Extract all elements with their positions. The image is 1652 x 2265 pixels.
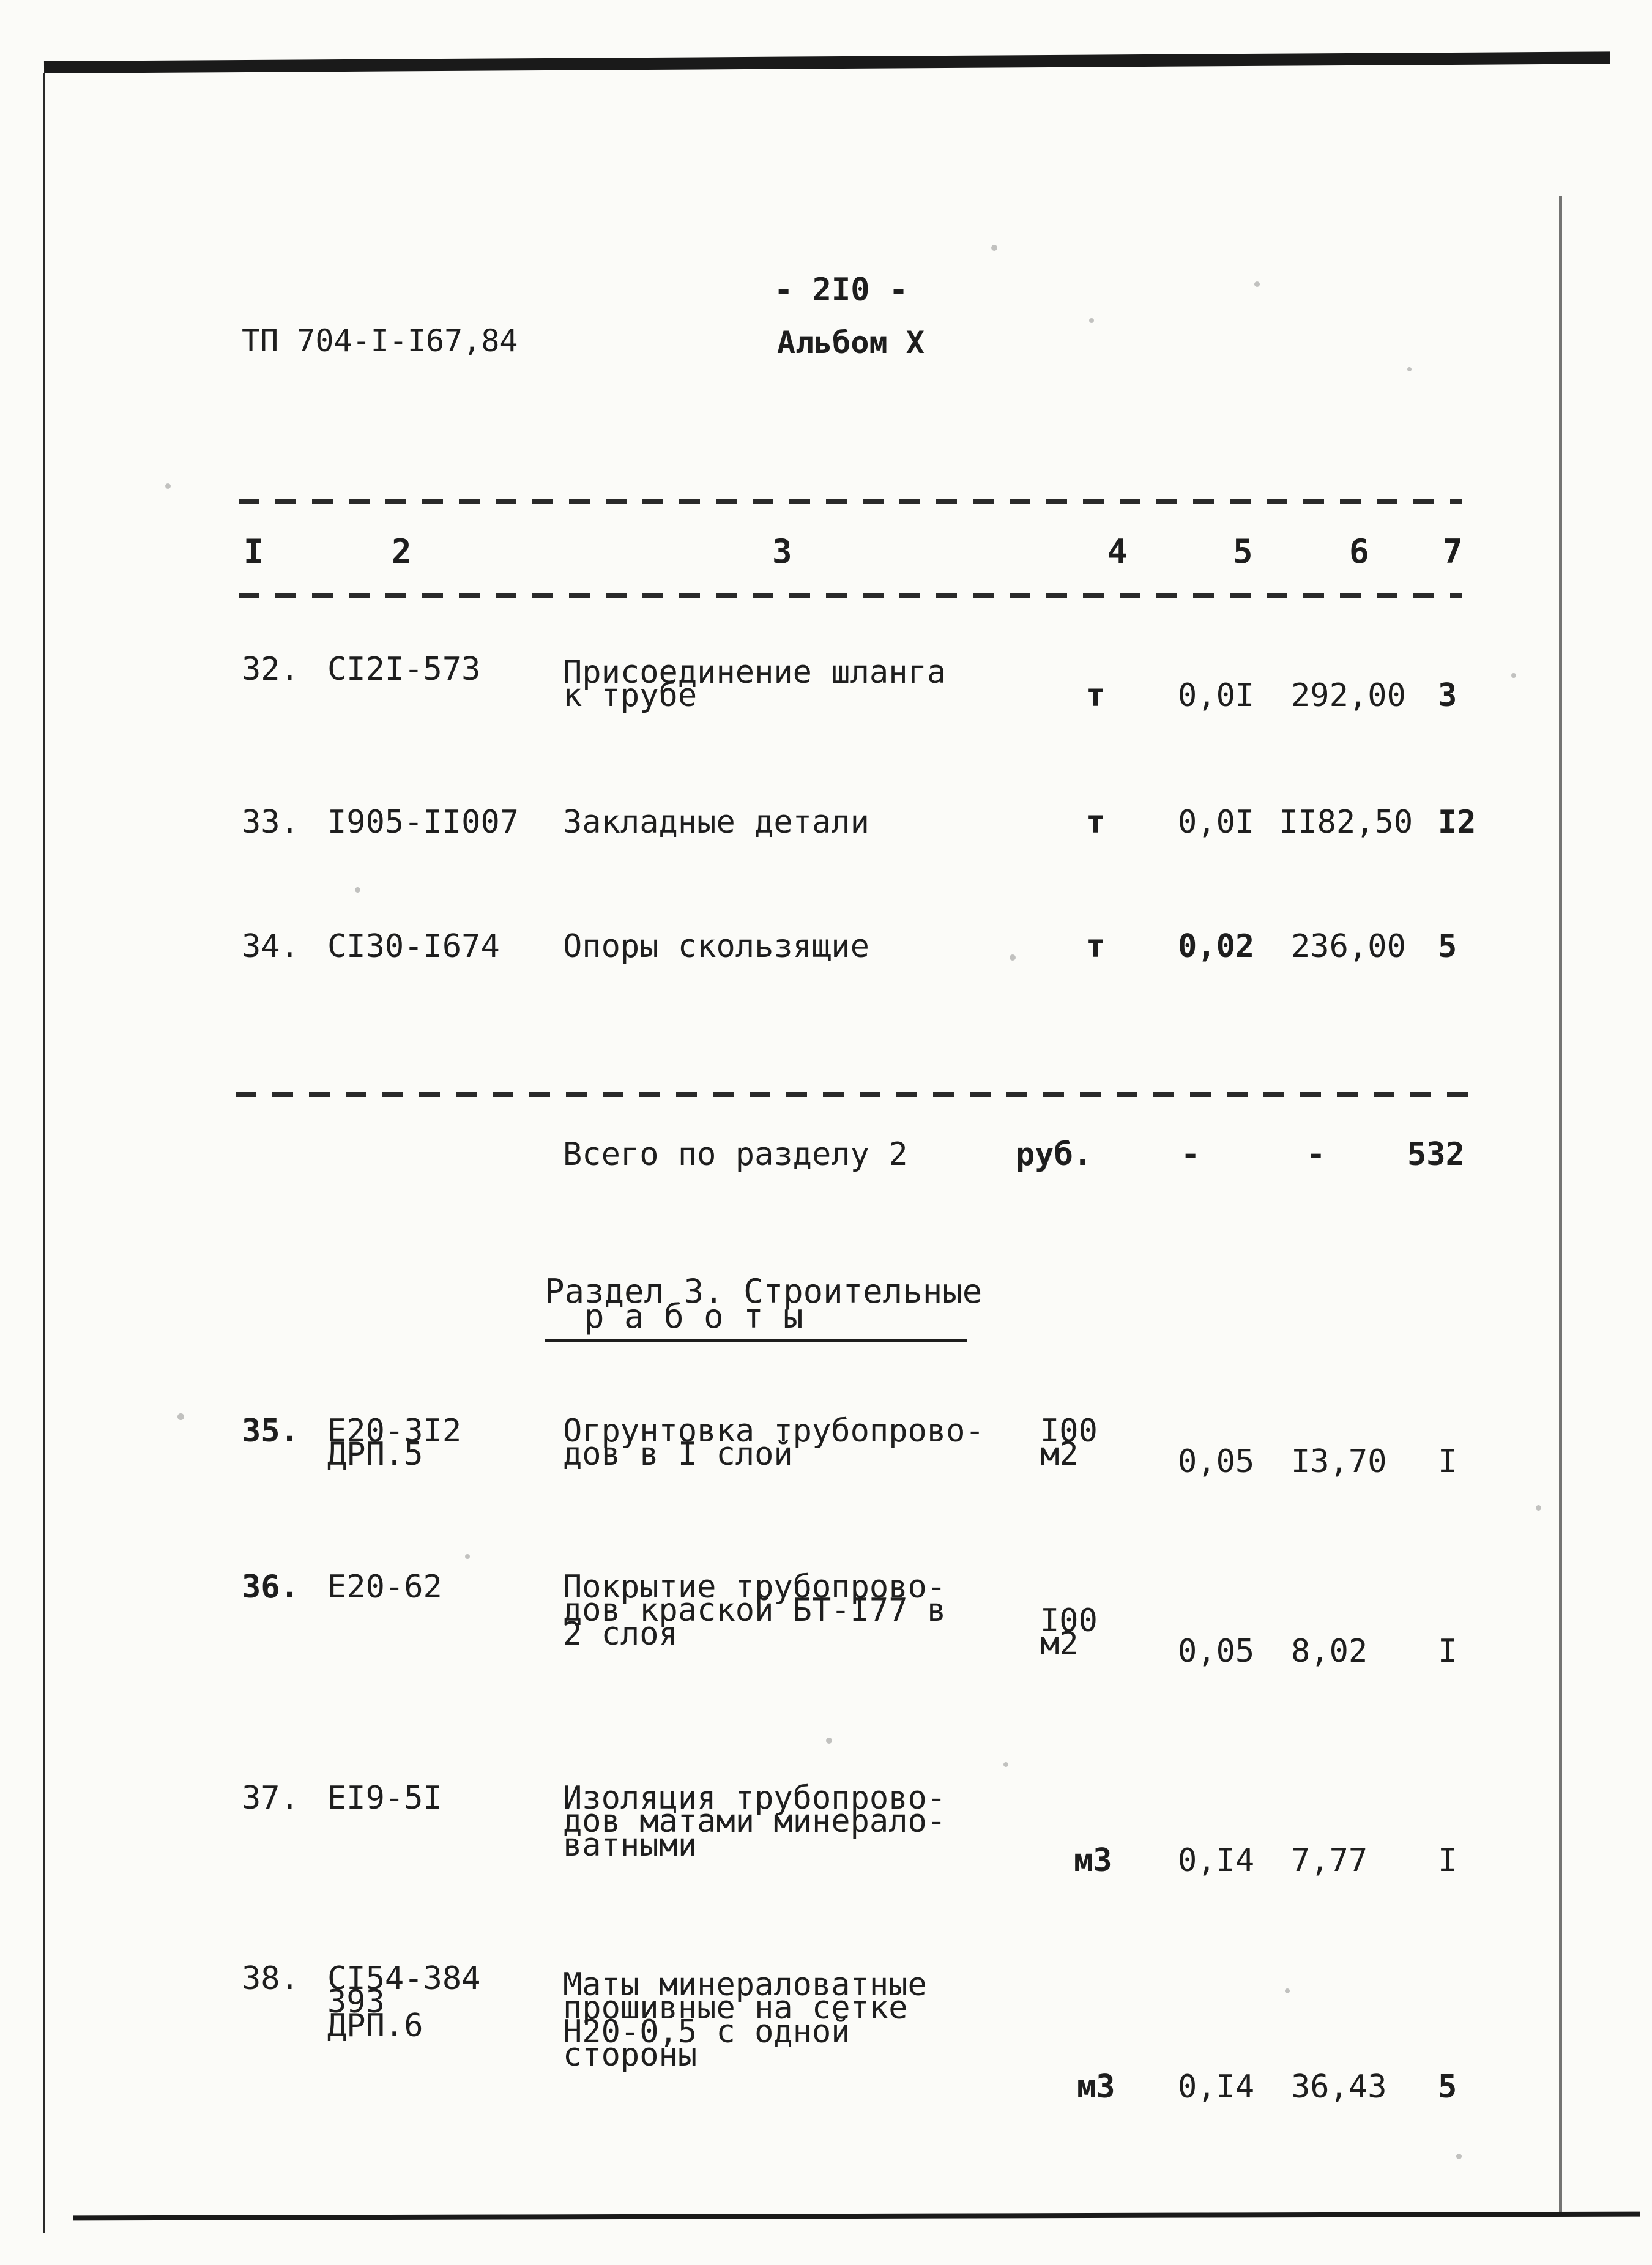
section-heading: Раздел 3. Строительные р а б о т ы	[545, 1272, 983, 1336]
column-header-3: 3	[772, 532, 792, 571]
page-right-edge	[1559, 196, 1562, 2215]
row-price: II82,50	[1279, 804, 1413, 841]
row-number: 37.	[242, 1780, 299, 1817]
page-number: - 2I0 -	[774, 272, 909, 308]
row-quantity: 0,0I	[1178, 677, 1255, 714]
row-name: Маты минераловатные прошивные на сетке Н20-0,5 с одной стороны	[563, 1966, 927, 2074]
subtotal-unit: руб.	[1016, 1136, 1093, 1173]
page-bottom-edge	[73, 2212, 1640, 2221]
row-code: EI9-5I	[327, 1780, 442, 1817]
row-quantity: 0,I4	[1178, 2069, 1255, 2105]
page-top-edge	[44, 51, 1610, 73]
row-number: 36.	[242, 1569, 299, 1605]
page-left-edge	[43, 73, 45, 2233]
row-quantity: 0,02	[1178, 928, 1255, 965]
album-label: Альбом X	[777, 325, 925, 360]
row-unit: I00 м2	[1040, 1413, 1098, 1473]
subtotal-quantity: -	[1181, 1136, 1200, 1173]
subtotal-total: 532	[1407, 1136, 1465, 1173]
row-price: I3,70	[1291, 1443, 1387, 1480]
subtotal-price: -	[1306, 1136, 1326, 1173]
row-total: 5	[1438, 928, 1457, 965]
row-code: CI2I-573	[327, 651, 481, 688]
row-name: Огрунтовка трубопрово- дов в I слой	[563, 1413, 984, 1473]
row-name: Покрытие трубопрово- дов краской БТ-I77 в 2 слоя	[563, 1569, 947, 1653]
column-header-1: I	[244, 532, 264, 571]
row-number: 34.	[242, 928, 299, 965]
row-total: I	[1438, 1633, 1457, 1670]
row-name: Закладные детали	[563, 804, 869, 841]
table-header-rule	[239, 593, 1462, 598]
row-number: 38.	[242, 1960, 299, 1997]
column-header-2: 2	[392, 532, 412, 571]
row-code: I905-II007	[327, 804, 519, 841]
row-quantity: 0,0I	[1178, 804, 1255, 841]
row-quantity: 0,05	[1178, 1633, 1255, 1670]
row-total: I	[1438, 1842, 1457, 1879]
row-unit: I00 м2	[1040, 1602, 1098, 1663]
subtotal-label: Всего по разделу 2	[563, 1136, 908, 1173]
row-code: CI54-384 393 ДРП.6	[327, 1960, 481, 2044]
row-total: I	[1438, 1443, 1457, 1480]
row-name: Присоединение шланга к трубе	[563, 654, 947, 715]
column-header-6: 6	[1349, 532, 1369, 571]
section-heading-underline	[545, 1339, 967, 1342]
row-quantity: 0,I4	[1178, 1842, 1255, 1879]
row-price: 8,02	[1291, 1633, 1368, 1670]
row-name: Опоры скользящие	[563, 928, 869, 965]
row-unit: т	[1086, 677, 1106, 714]
row-total: 3	[1438, 677, 1457, 714]
row-number: 35.	[242, 1413, 299, 1449]
row-unit: м3	[1074, 1842, 1112, 1879]
row-name: Изоляция трубопрово- дов матами минерало- ватными	[563, 1780, 947, 1864]
row-price: 7,77	[1291, 1842, 1368, 1879]
row-number: 33.	[242, 804, 299, 841]
column-header-4: 4	[1107, 532, 1128, 571]
row-price: 292,00	[1291, 677, 1406, 714]
row-number: 32.	[242, 651, 299, 688]
subtotal-rule	[236, 1092, 1484, 1097]
row-total: 5	[1438, 2069, 1457, 2105]
document-code: ТП 704-I-I67,84	[242, 323, 518, 359]
row-code: CI30-I674	[327, 928, 500, 965]
row-unit: т	[1086, 928, 1106, 965]
table-top-rule	[239, 499, 1462, 504]
row-code: E20-62	[327, 1569, 442, 1605]
row-price: 236,00	[1291, 928, 1406, 965]
row-unit: м3	[1077, 2069, 1115, 2105]
row-quantity: 0,05	[1178, 1443, 1255, 1480]
row-price: 36,43	[1291, 2069, 1387, 2105]
column-header-7: 7	[1443, 532, 1463, 571]
column-header-5: 5	[1233, 532, 1253, 571]
row-total: I2	[1438, 804, 1476, 841]
row-code: E20-3I2 ДРП.5	[327, 1413, 462, 1473]
row-unit: т	[1086, 804, 1106, 841]
